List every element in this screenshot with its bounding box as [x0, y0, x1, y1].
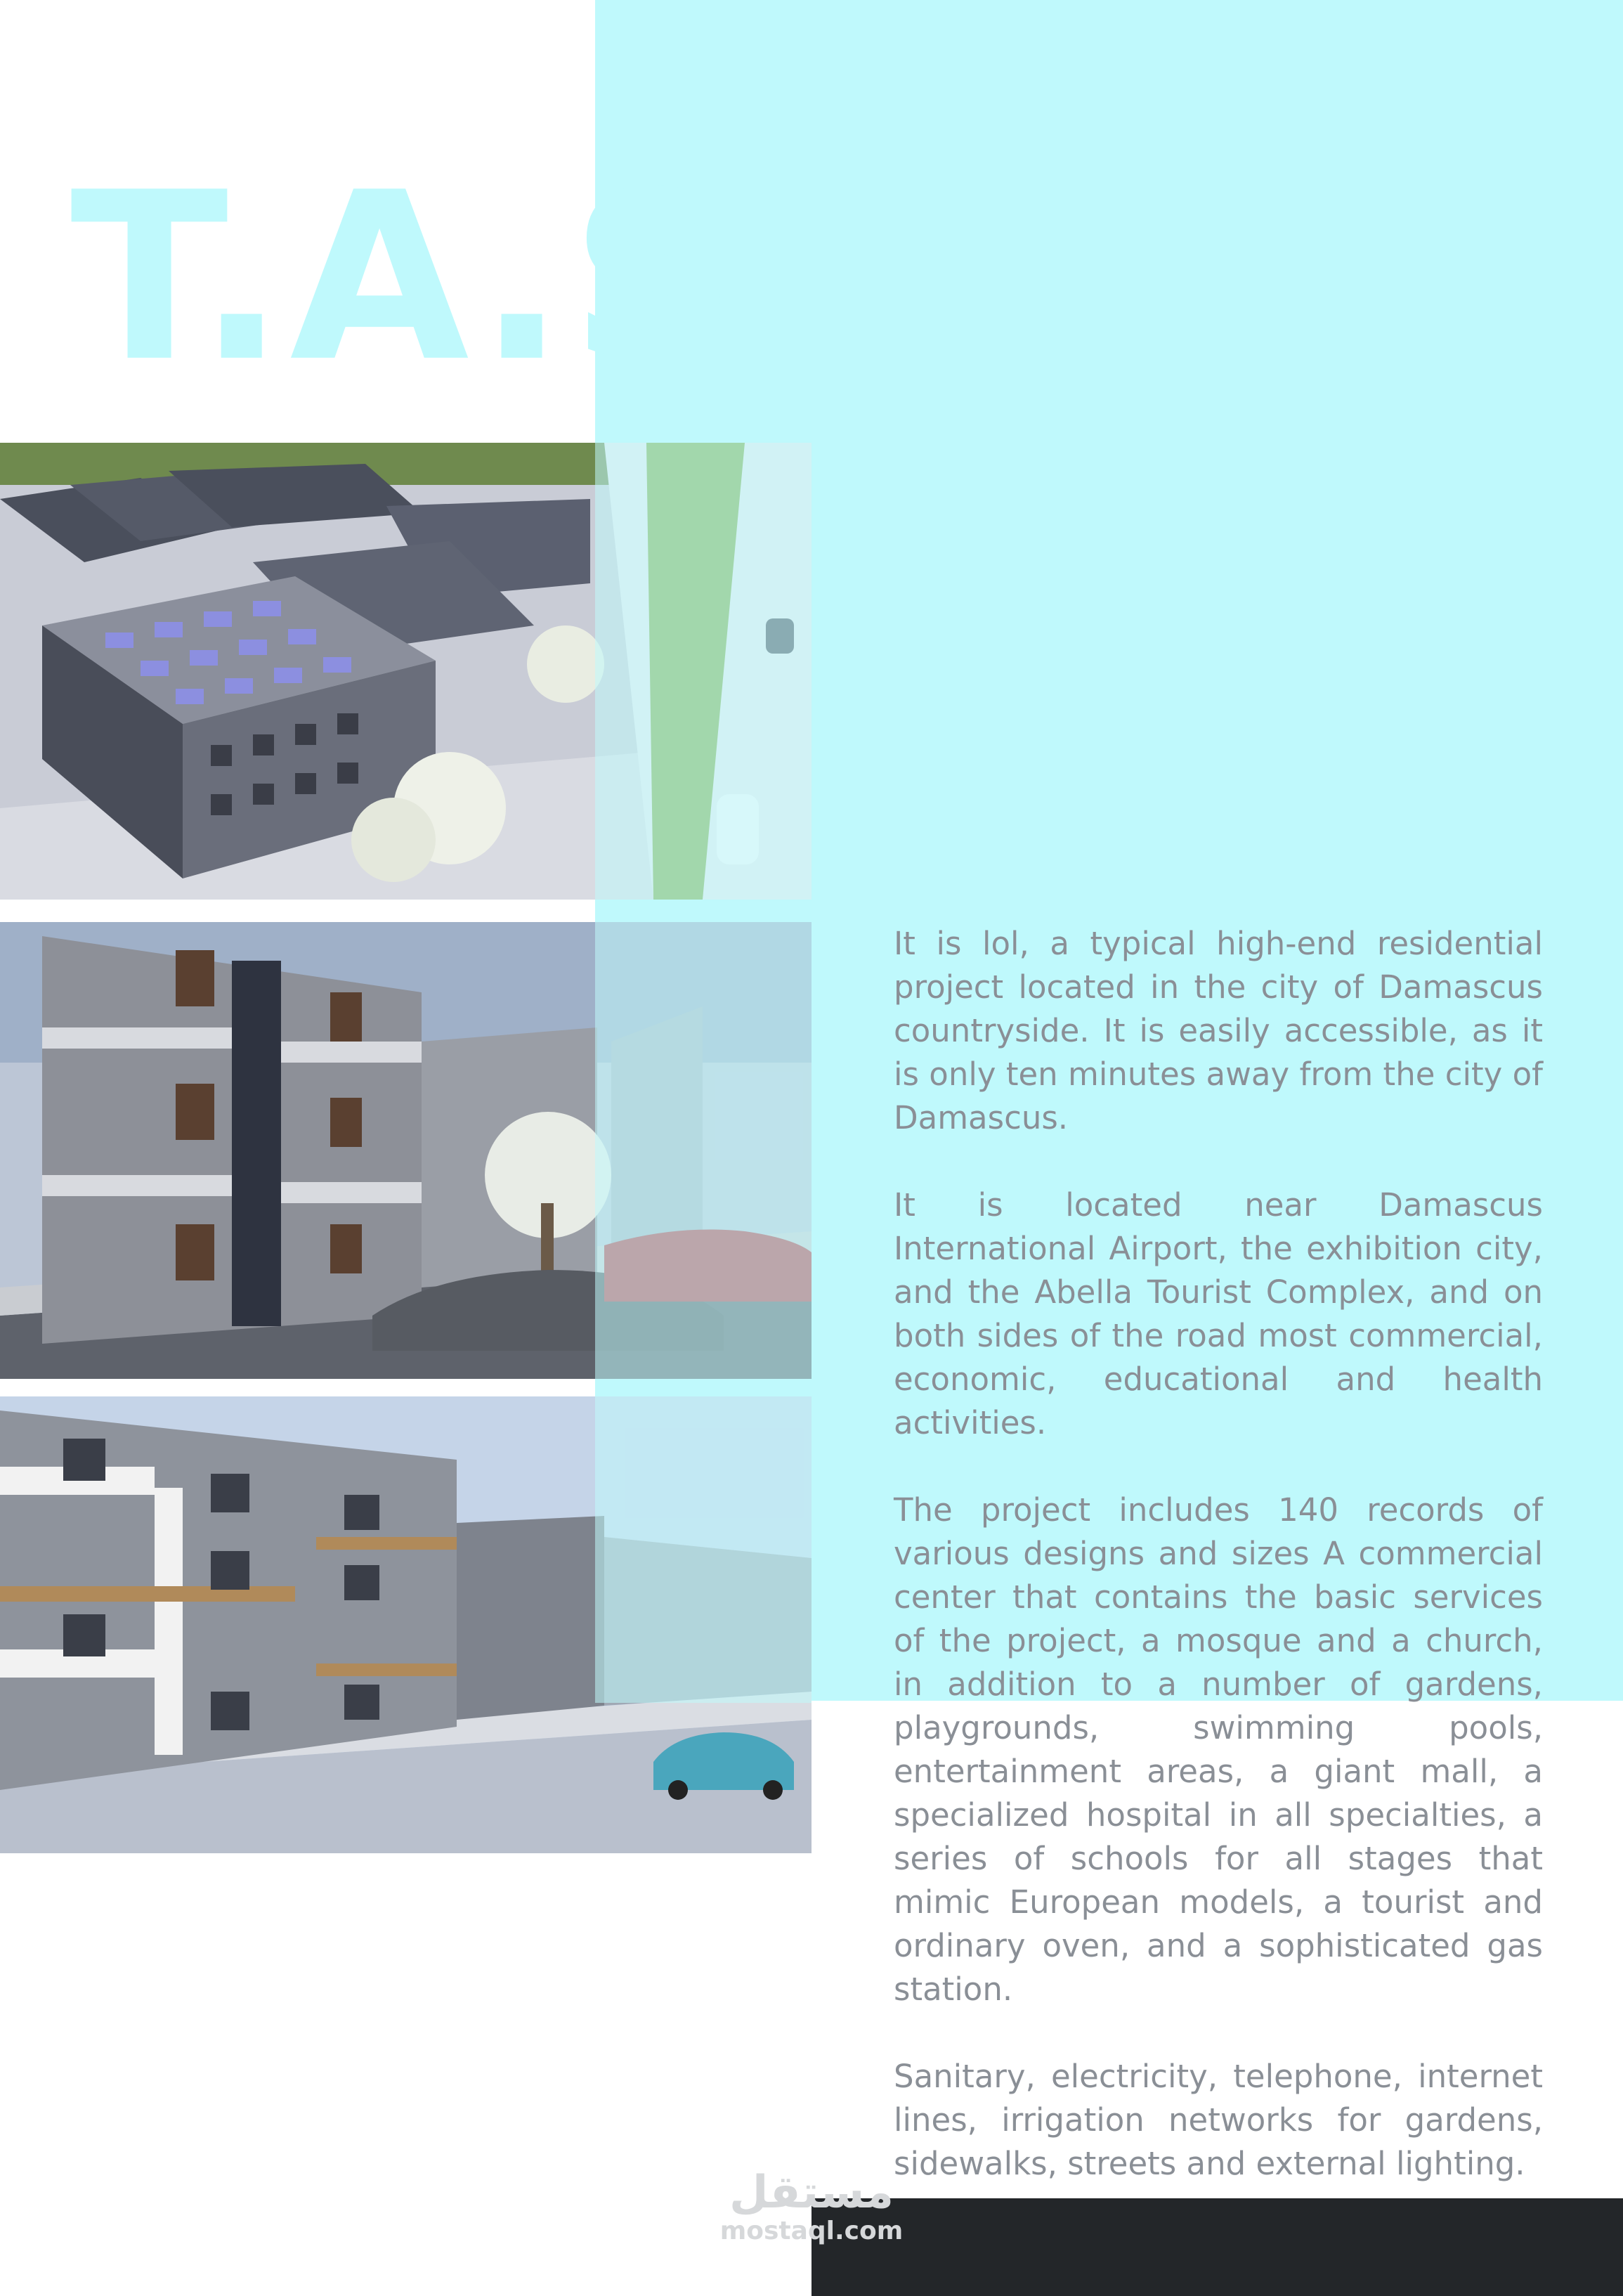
- cyan-overlay: [595, 443, 812, 900]
- paragraph-infrastructure: Sanitary, electricity, telephone, internet lines, irrigation networks for gardens, sidewalks, streets and external lighting.: [894, 2058, 1543, 2182]
- render-image-road: [0, 1396, 812, 1853]
- page-title: T.A.S: [70, 162, 741, 413]
- dark-footer-block: [812, 2198, 1623, 2296]
- mostaql-watermark: [710, 2168, 913, 2245]
- watermark-latin: mostaql.com: [719, 2217, 904, 2245]
- paragraph-location: It is located near Damascus International Airport, the exhibition city, and the Abella Tourist Complex, and on both sides of the road most commercial, economic, educational and health activities.: [894, 1186, 1543, 1441]
- render-image-street: [0, 922, 812, 1379]
- cyan-overlay: [595, 1396, 812, 1703]
- paragraph-overview: It is lol, a typical high-end residential project located in the city of Damascus countryside. It is easily accessible, as it is only ten minutes away from the city of Damascus.: [894, 925, 1543, 1136]
- render-image-aerial: [0, 443, 812, 900]
- cyan-overlay: [595, 922, 812, 1379]
- description-text: [894, 922, 1543, 2229]
- paragraph-facilities: The project includes 140 records of various designs and sizes A commercial center that contains the basic services of the project, a mosque and a church, in addition to a number of gardens, playgrounds, swimming pools, entertainment areas, a giant mall, a specialized hospital in all specialties, a series of schools for all stages that mimic European models, a tourist and ordinary oven, and a sophisticated gas station.: [894, 1491, 1543, 2008]
- watermark-arabic: مستقل: [729, 2167, 894, 2219]
